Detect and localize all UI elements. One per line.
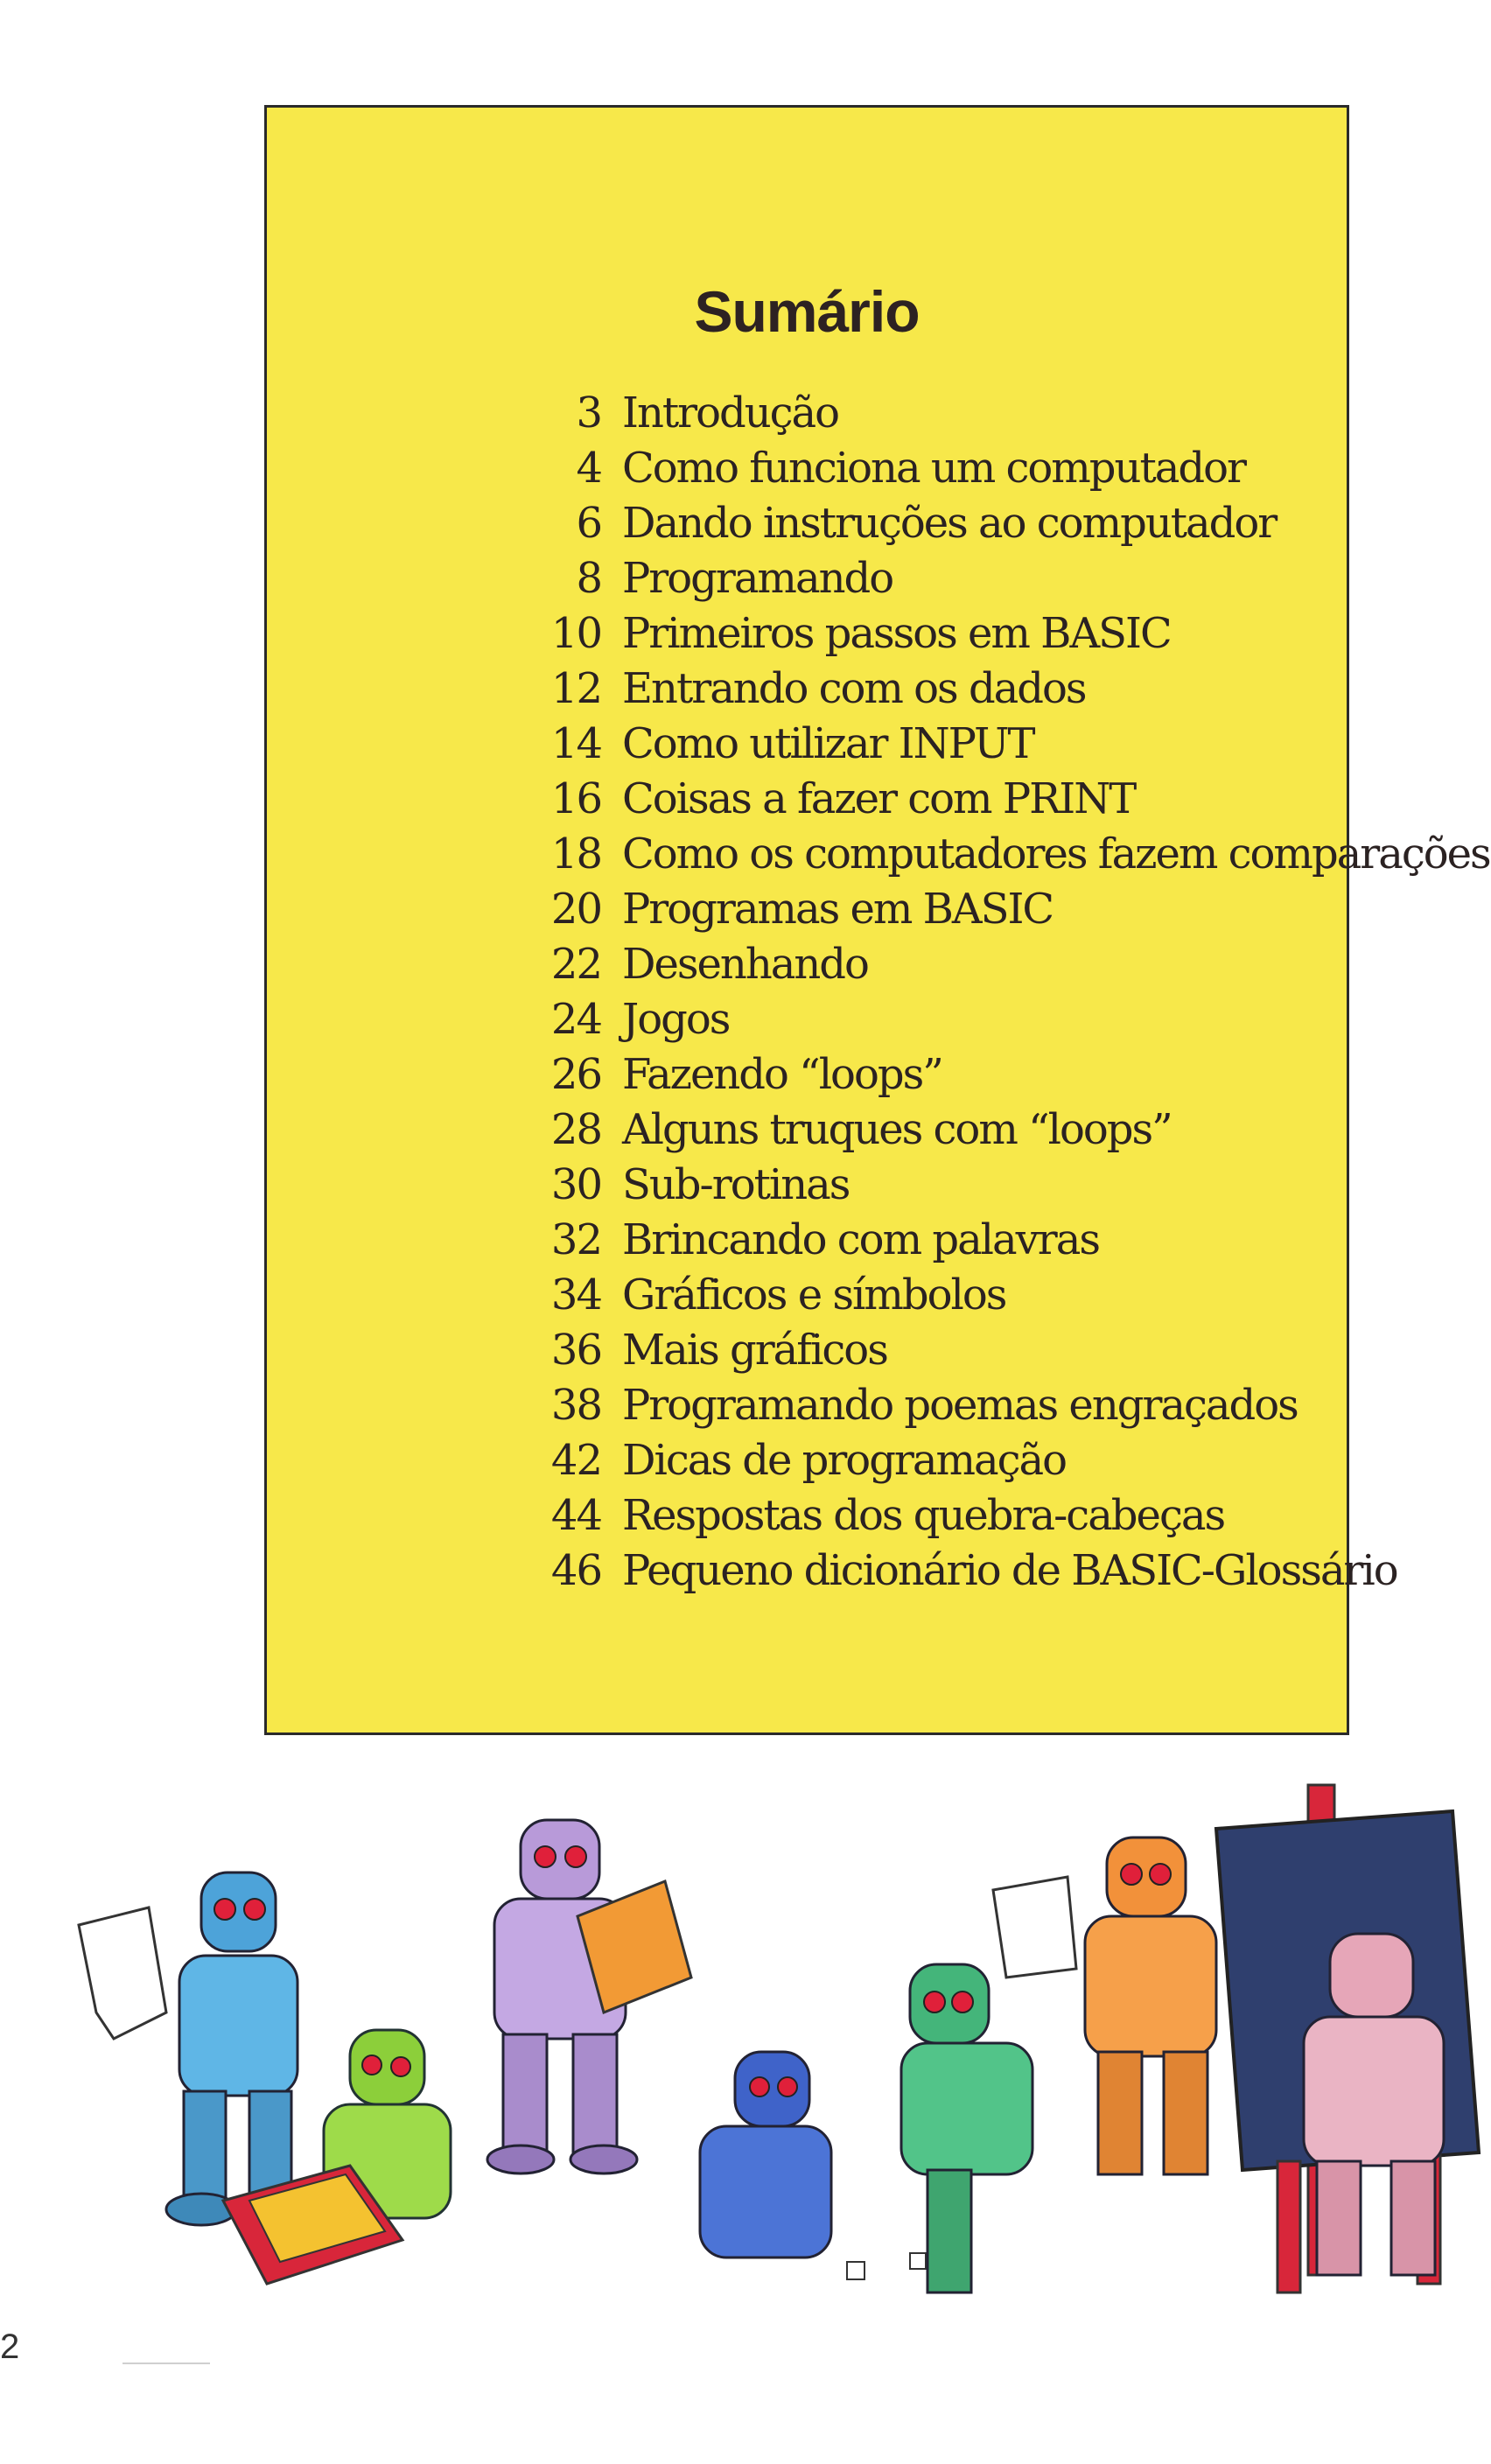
- toc-entry-title: Dando instruções ao computador: [622, 499, 1277, 548]
- toc-page-number: 3: [576, 388, 601, 438]
- footer-divider: [122, 2362, 210, 2364]
- toc-page-number: 46: [550, 1546, 601, 1595]
- toc-entry-title: Introdução: [622, 388, 839, 438]
- table-of-contents: [264, 105, 1490, 1735]
- robots-illustration: [0, 1750, 1491, 2328]
- toc-page-number: 8: [576, 554, 601, 603]
- robot-teal-icon: [901, 1964, 1032, 2292]
- toc-page-number: 28: [550, 1105, 601, 1154]
- toc-entry-title: Como utilizar INPUT: [622, 719, 1034, 768]
- toc-entry-title: Gráficos e símbolos: [622, 1270, 1006, 1320]
- toc-entry-title: Mais gráficos: [622, 1326, 887, 1375]
- toc-page-number: 18: [550, 830, 601, 878]
- toc-page-number: 20: [550, 885, 601, 934]
- toc-entry-title: Pequeno dicionário de BASIC-Glossário: [622, 1546, 1397, 1595]
- toc-page-number: 24: [550, 995, 601, 1044]
- toc-entry-title: Programando: [622, 554, 893, 603]
- toc-page-number: 4: [576, 444, 601, 493]
- toc-page-number: 22: [550, 940, 601, 989]
- toc-title: Sumário: [694, 279, 920, 344]
- toc-entry-title: Respostas dos quebra-cabeças: [622, 1491, 1225, 1540]
- toc-entry-title: Coisas a fazer com PRINT: [622, 774, 1136, 823]
- toc-page-number: 38: [550, 1381, 601, 1430]
- toc-page-number: 16: [550, 774, 601, 823]
- toc-entry-title: Primeiros passos em BASIC: [622, 609, 1171, 658]
- toc-page-number: 12: [550, 664, 601, 713]
- toc-page-number: 26: [550, 1050, 601, 1099]
- toc-entry-title: Fazendo “loops”: [622, 1050, 942, 1099]
- page-number: 2: [0, 2328, 20, 2366]
- toc-page-number: 42: [550, 1436, 601, 1485]
- toc-entry-title: Como os computadores fazem comparações: [622, 830, 1490, 878]
- toc-page-number: 14: [550, 719, 601, 768]
- toc-page-number: 6: [576, 499, 601, 548]
- toc-entry-title: Brincando com palavras: [622, 1215, 1099, 1264]
- toc-entry-title: Desenhando: [622, 940, 868, 989]
- toc-entry-title: Entrando com os dados: [622, 664, 1086, 713]
- toc-page-number: 34: [550, 1270, 601, 1320]
- toc-entry-title: Como funciona um computador: [622, 444, 1245, 493]
- toc-page-number: 30: [550, 1160, 601, 1209]
- toc-entry-title: Programas em BASIC: [622, 885, 1054, 934]
- toc-entry-title: Alguns truques com “loops”: [622, 1105, 1172, 1154]
- toc-entry-title: Dicas de programação: [622, 1436, 1067, 1485]
- toc-page-number: 10: [550, 609, 601, 658]
- robot-purple-book-icon: [487, 1820, 691, 2174]
- toc-entry-title: Programando poemas engraçados: [622, 1381, 1298, 1430]
- robot-blue-reading-icon: [79, 1872, 306, 2225]
- toc-page-number: 44: [550, 1491, 601, 1540]
- robot-blue-dice-icon: [700, 2052, 926, 2279]
- toc-page-number: 36: [550, 1326, 601, 1375]
- toc-entry-title: Sub-rotinas: [622, 1160, 850, 1209]
- toc-page-number: 32: [550, 1215, 601, 1264]
- toc-entry-title: Jogos: [622, 995, 730, 1044]
